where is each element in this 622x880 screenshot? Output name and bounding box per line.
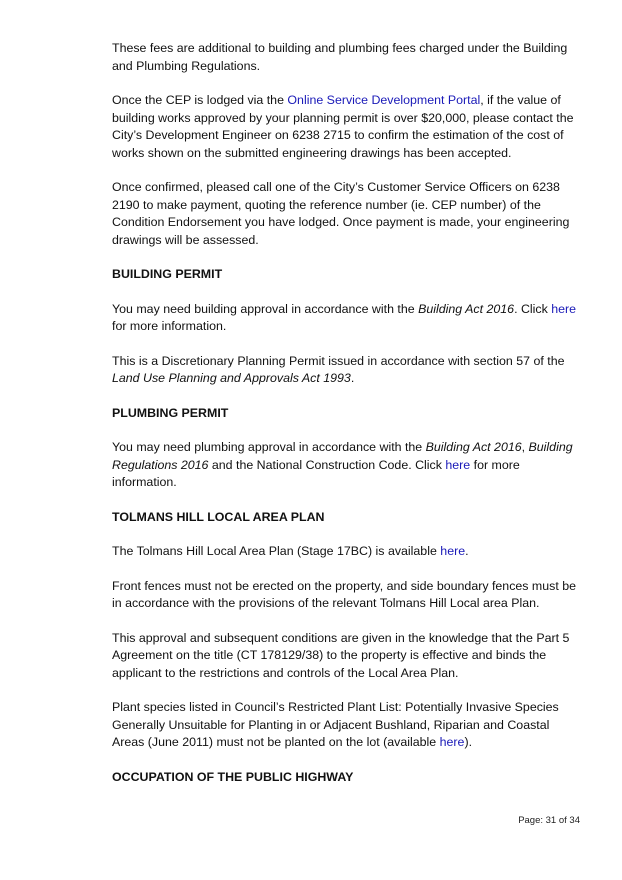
part5-agreement-paragraph: This approval and subsequent conditions are given in the knowledge that the Part 5 Agreement on the title (CT 178129/38) to the property is effective and binds the applicant to the restrictions and controls of the Local Area Plan. [112,630,570,680]
page-number: Page: 31 of 34 [518,815,580,826]
regulations-name: Building Regulations 2016 [112,440,573,472]
text-span: for more information. [112,457,520,489]
plant-list-link[interactable]: here [439,735,465,749]
text-span: Plant species listed in Council’s Restricted Plant List: Potentially Invasive Species Generally Unsuitable for Planting in or Adjacent Bushland, Riparian and Coastal Areas (June 2011) must not be planted on the lot (available [112,700,559,749]
act-name: Land Use Planning and Approvals Act 1993 [112,371,351,385]
text-span: , [521,440,529,454]
building-approval-paragraph [112,301,582,336]
local-area-plan-link[interactable]: here [440,544,466,558]
fences-paragraph: Front fences must not be erected on the property, and side boundary fences must be in accordance with the provisions of the relevant Tolmans Hill Local area Plan. [112,578,577,610]
text-span: . Click [514,301,552,316]
act-name: Building Act 2016 [418,301,515,316]
cep-paragraph [112,92,582,162]
payment-paragraph: Once confirmed, pleased call one of the City’s Customer Service Officers on 6238 2190 to make payment, quoting the reference number (ie. CEP number) of the Condition Endorsement you have lodged. Once payment is made, your engineering drawings will be assessed. [112,180,570,247]
building-info-link[interactable]: here [551,301,577,316]
text-span: You may need plumbing approval in accordance with the [112,440,426,454]
text-span: , if the value of building works approved by your planning permit is over $20,000, please contact the City’s Development Engineer on 6238 2715 to confirm the estimation of the cost of works shown on the submitted engineering drawings has been accepted. [112,93,574,160]
plumbing-permit-heading: PLUMBING PERMIT [112,405,229,420]
plant-species-paragraph [112,699,582,752]
tolmans-hill-heading: TOLMANS HILL LOCAL AREA PLAN [112,509,325,524]
fees-paragraph: These fees are additional to building and plumbing fees charged under the Building and Plumbing Regulations. [112,41,568,73]
act-name: Building Act 2016 [425,440,522,454]
building-permit-heading: BUILDING PERMIT [112,267,223,281]
plumbing-info-link[interactable]: here [445,457,471,472]
discretionary-permit-paragraph [112,353,582,388]
text-span: This is a Discretionary Planning Permit issued in accordance with section 57 of the [112,353,565,368]
text-span: Once the CEP is lodged via the [112,93,288,107]
text-span: and the National Construction Code. Click [208,457,446,472]
page-content [112,40,582,803]
text-span: . [465,544,469,558]
text-span: You may need building approval in accordance with the [112,301,419,316]
text-span: . [350,371,355,385]
plumbing-approval-paragraph [112,439,582,492]
text-span: ). [464,735,473,749]
text-span: The Tolmans Hill Local Area Plan (Stage 17BC) is available [112,544,441,558]
local-area-plan-paragraph [112,543,582,561]
online-portal-link[interactable]: Online Service Development Portal [287,93,481,107]
occupation-heading: OCCUPATION OF THE PUBLIC HIGHWAY [112,769,354,784]
text-span: for more information. [112,319,227,333]
